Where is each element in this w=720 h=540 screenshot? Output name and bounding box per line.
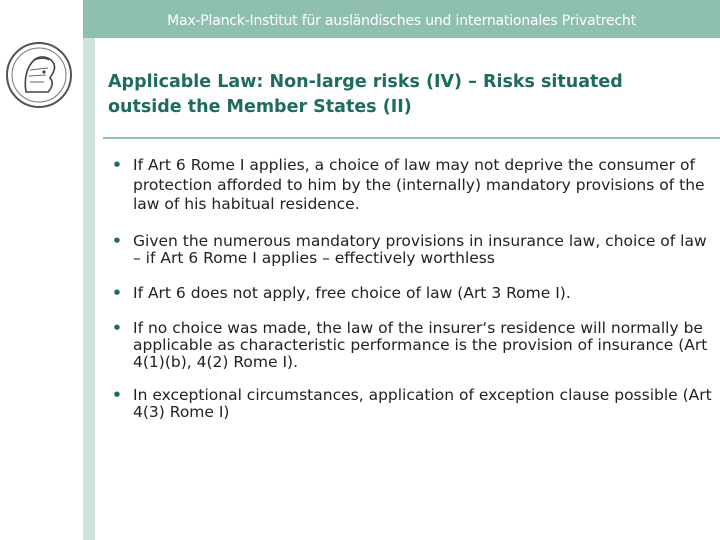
- bullet-item: [112, 233, 712, 267]
- left-decorative-strip: [83, 38, 95, 540]
- bullet-text: Given the numerous mandatory provisions in insurance law, choice of law – if Art 6 Rome I applies – effectively worthless: [133, 231, 707, 267]
- bullet-text: If no choice was made, the law of the insurer‘s residence will normally be applicable as characteristic performance is the provision of insurance (Art 4(1)(b), 4(2) Rome I).: [133, 319, 708, 371]
- bullet-item: [112, 320, 712, 371]
- bullet-item: [112, 156, 712, 215]
- institute-name: Max-Planck-Institut für ausländisches und internationales Privatrecht: [167, 13, 636, 29]
- minerva-emblem-icon: [4, 40, 74, 110]
- bullet-item: [112, 284, 712, 304]
- bullet-icon: •: [112, 231, 122, 250]
- bullet-icon: •: [112, 283, 122, 302]
- bullet-item: [112, 387, 712, 421]
- bullet-icon: •: [112, 319, 122, 337]
- bullet-text: If Art 6 does not apply, free choice of law (Art 3 Rome I).: [133, 283, 571, 302]
- bullet-icon: •: [112, 156, 122, 174]
- bullet-icon: •: [112, 386, 122, 404]
- bullet-text: In exceptional circumstances, application of exception clause possible (Art 4(3) Rome I): [133, 386, 712, 421]
- slide-title: Applicable Law: Non-large risks (IV) – Risks situated outside the Member States (II): [108, 72, 623, 117]
- bullet-text: If Art 6 Rome I applies, a choice of law may not deprive the consumer of protection afforded to him by the (internally) mandatory provisions of the law of his habitual residence.: [133, 156, 705, 213]
- title-divider: [103, 137, 720, 139]
- bullet-list: [112, 156, 712, 421]
